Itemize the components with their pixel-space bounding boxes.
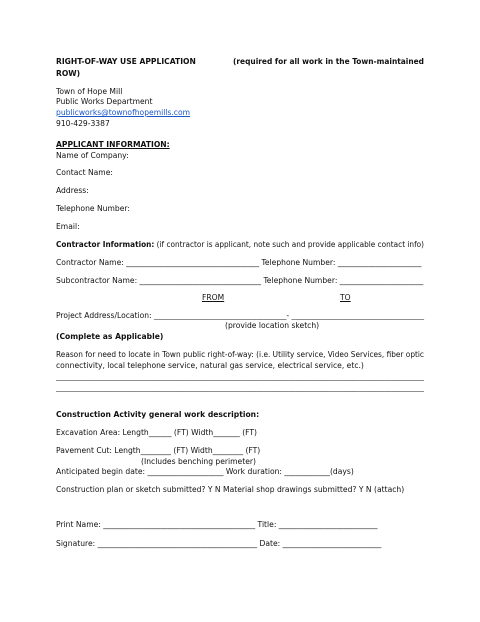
town-name: Town of Hope Mill: [56, 87, 123, 96]
print-name-field[interactable]: Print Name: ________________________________________ Title: __________________________: [56, 520, 378, 529]
telephone-field[interactable]: Telephone Number:: [56, 204, 130, 213]
reason-text-line1: Reason for need to locate in Town public right-of-way: (i.e. Utility service, Video Services, fiber optic: [56, 350, 424, 359]
office-phone: 910-429-3387: [56, 119, 110, 128]
dates-field[interactable]: Anticipated begin date: ____________________ Work duration: ____________(days): [56, 467, 354, 476]
email-link[interactable]: publicworks@townofhopemills.com: [56, 108, 191, 117]
sketch-note: (provide location sketch): [225, 321, 320, 330]
department-name: Public Works Department: [56, 97, 153, 106]
contractor-name-field[interactable]: Contractor Name: ___________________________________ Telephone Number: ______________________: [56, 258, 422, 267]
reason-blank-line2[interactable]: _______________________________________________________________________________________________________: [56, 383, 424, 392]
complete-note: (Complete as Applicable): [56, 332, 164, 341]
project-address-field[interactable]: Project Address/Location: ___________________________________- ___________________________________: [56, 311, 424, 320]
contact-name-field[interactable]: Contact Name:: [56, 168, 113, 177]
contractor-info-line: [56, 240, 424, 250]
plans-question[interactable]: Construction plan or sketch submitted? Y N Material shop drawings submitted? Y N (attach): [56, 485, 405, 494]
construction-heading: Construction Activity general work description:: [56, 410, 260, 419]
excavation-field[interactable]: Excavation Area: Length______ (FT) Width_______ (FT): [56, 428, 257, 437]
address-field[interactable]: Address:: [56, 186, 89, 195]
required-note: (required for all work in the Town-maintained: [233, 57, 424, 66]
email-field[interactable]: Email:: [56, 222, 80, 231]
applicant-heading: APPLICANT INFORMATION:: [56, 140, 170, 149]
reason-text-line2: connectivity, local telephone service, natural gas service, electrical service, etc.): [56, 361, 364, 370]
signature-field[interactable]: Signature: __________________________________________ Date: __________________________: [56, 539, 382, 548]
form-title-continued: ROW): [56, 69, 81, 78]
benching-note: (Includes benching perimeter): [141, 457, 256, 466]
subcontractor-name-field[interactable]: Subcontractor Name: ________________________________ Telephone Number: ______________________: [56, 276, 424, 285]
contractor-info-note: (if contractor is applicant, note such and provide applicable contact info): [154, 240, 424, 249]
reason-blank-line1[interactable]: _______________________________________________________________________________________________________: [56, 372, 424, 381]
form-title: RIGHT-OF-WAY USE APPLICATION: [56, 57, 196, 66]
contractor-info-label: Contractor Information:: [56, 240, 155, 249]
pavement-field[interactable]: Pavement Cut: Length________ (FT) Width________ (FT): [56, 446, 261, 455]
to-label: TO: [340, 293, 351, 302]
company-name-field[interactable]: Name of Company:: [56, 151, 129, 160]
from-label: FROM: [202, 293, 225, 302]
